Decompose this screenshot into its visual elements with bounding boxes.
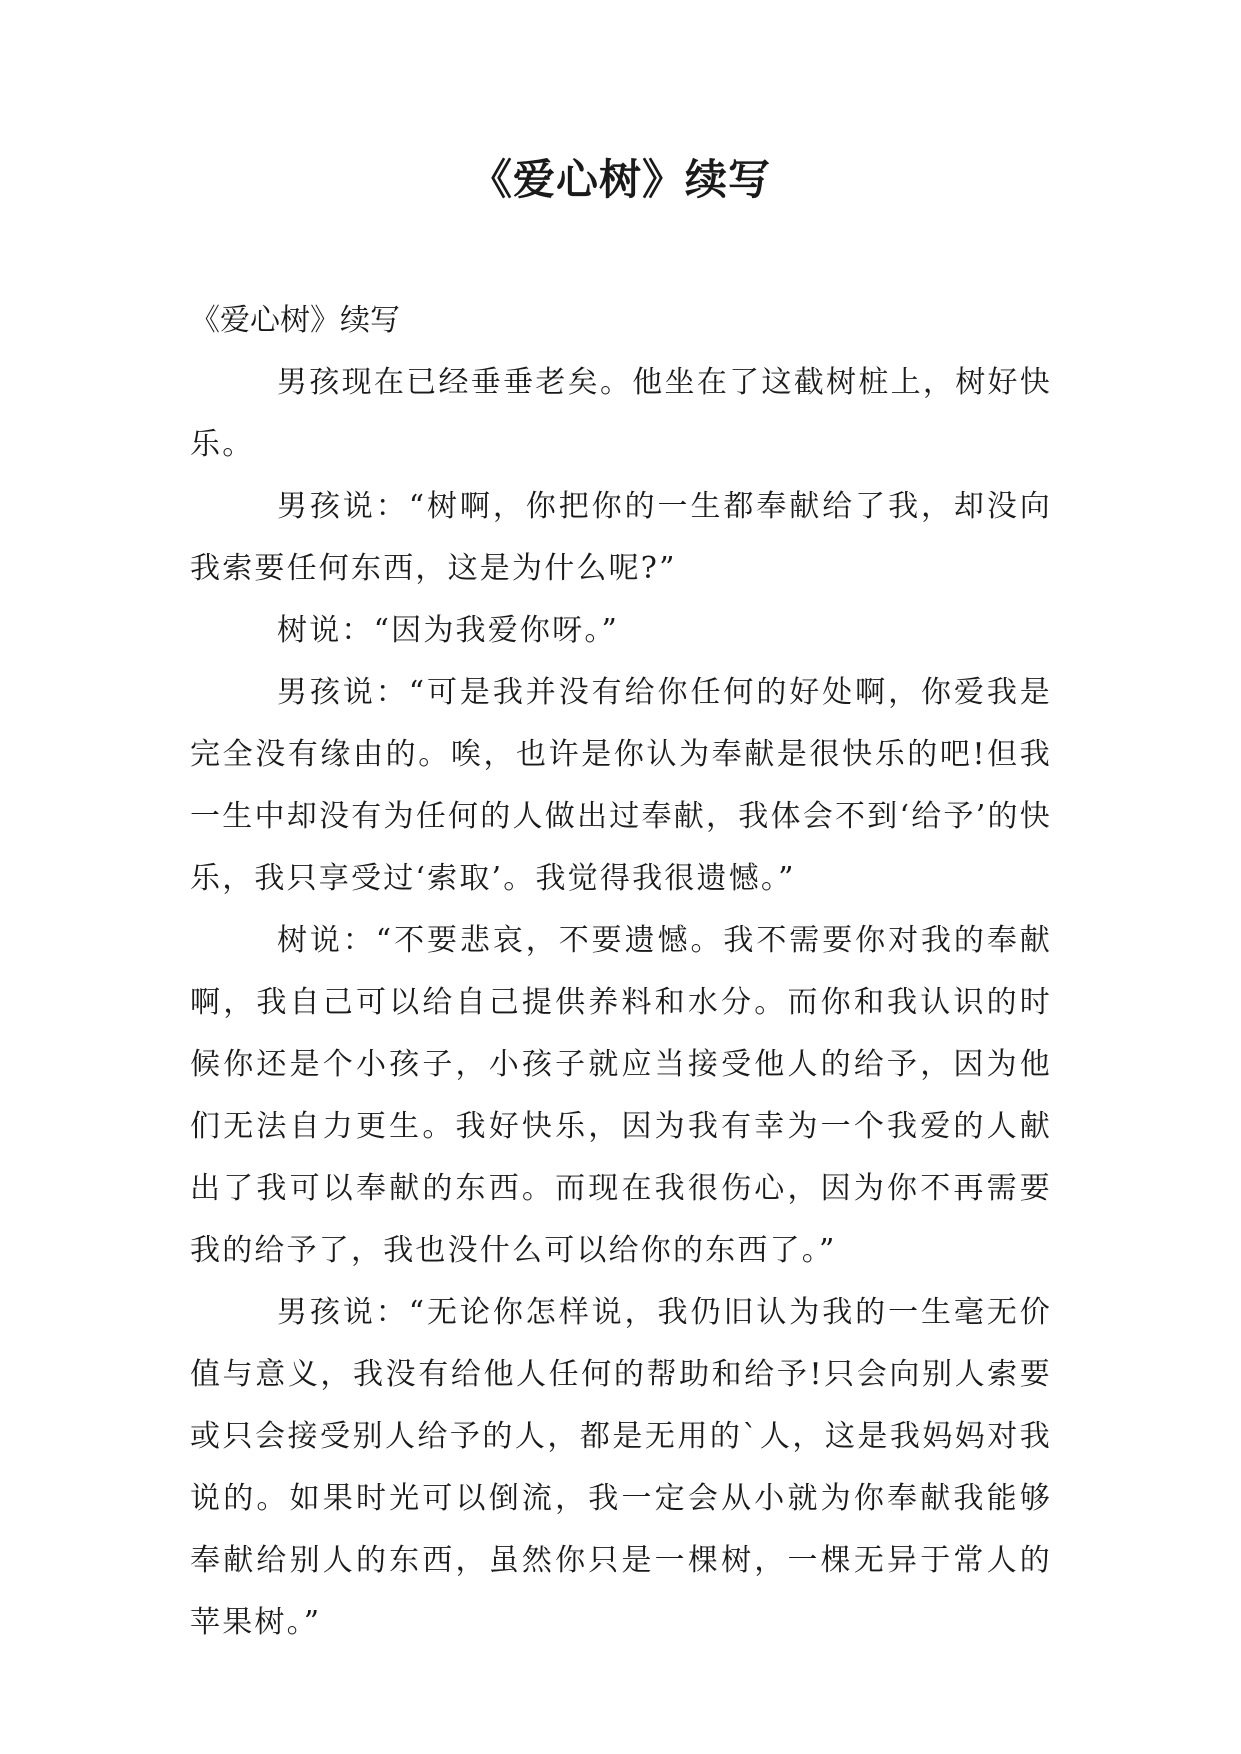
paragraph-6: 男孩说：“无论你怎样说，我仍旧认为我的一生毫无价值与意义，我没有给他人任何的帮助和给予!只会向别人索要或只会接受别人给予的人，都是无用的`人，这是我妈妈对我说的。如果时光可以倒流，我一定会从小就为你奉献我能够奉献给别人的东西，虽然你只是一棵树，一棵无异于常人的苹果树。”: [190, 1295, 1052, 1640]
paragraph-1: 男孩现在已经垂垂老矣。他坐在了这截树桩上，树好快乐。: [190, 365, 1052, 462]
document-title: 《爱心树》续写: [469, 155, 771, 204]
paragraph-3: 树说：“因为我爱你呀。”: [277, 613, 620, 648]
paragraph-2: 男孩说：“树啊，你把你的一生都奉献给了我，却没向我索要任何东西，这是为什么呢?”: [190, 489, 1052, 586]
paragraph-5: 树说：“不要悲哀，不要遗憾。我不需要你对我的奉献啊，我自己可以给自己提供养料和水分。而你和我认识的时候你还是个小孩子，小孩子就应当接受他人的给予，因为他们无法自力更生。我好快乐，因为我有幸为一个我爱的人献出了我可以奉献的东西。而现在我很伤心，因为你不再需要我的给予了，我也没什么可以给你的东西了。”: [190, 923, 1052, 1268]
document-subtitle: 《爱心树》续写: [190, 303, 400, 338]
document-body: [190, 290, 1052, 1654]
paragraph-4: 男孩说：“可是我并没有给你任何的好处啊，你爱我是完全没有缘由的。唉，也许是你认为奉献是很快乐的吧!但我一生中却没有为任何的人做出过奉献，我体会不到‘给予’的快乐，我只享受过‘索取’。我觉得我很遗憾。”: [190, 675, 1052, 896]
